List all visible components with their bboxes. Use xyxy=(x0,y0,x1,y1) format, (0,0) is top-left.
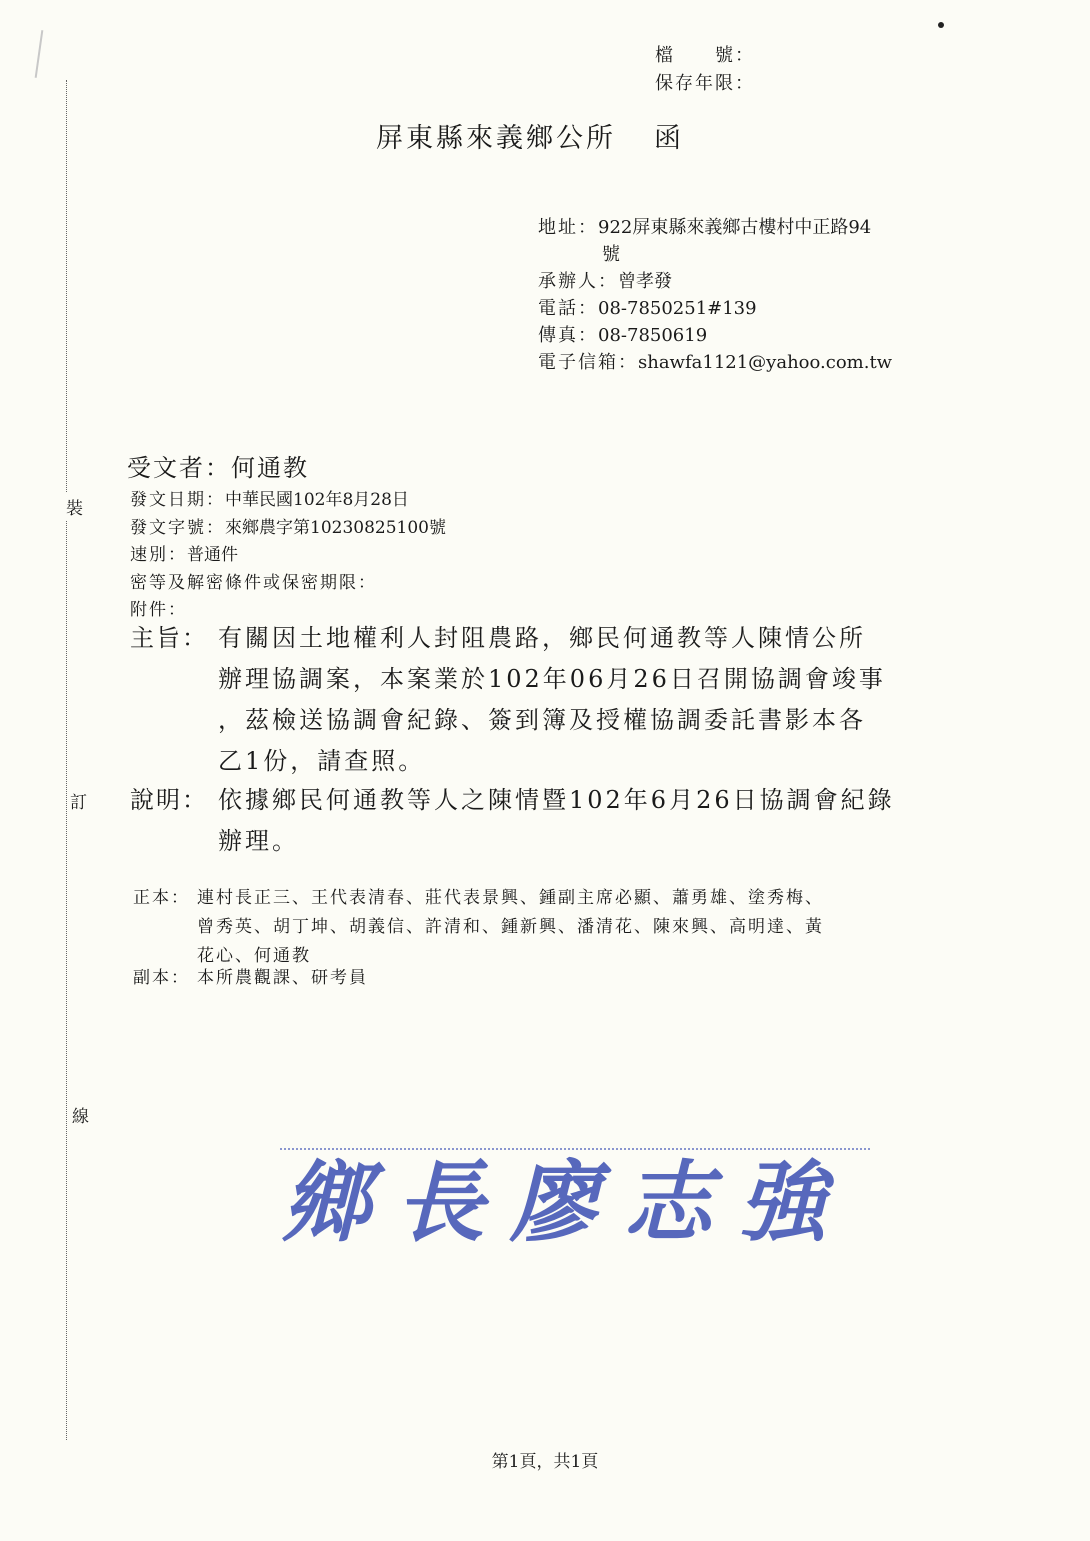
subject-line: 乙1份，請查照。 xyxy=(218,747,426,775)
binding-mark-zhuang: 裝 xyxy=(66,492,83,521)
address-line-2: 號 xyxy=(602,244,620,265)
original-copies-line: 連村長正三、王代表清春、莊代表景興、鍾副主席必顯、蕭勇雄、塗秀梅、 xyxy=(197,888,824,908)
subject-line: 有關因土地權利人封阻農路，鄉民何通教等人陳情公所 xyxy=(218,624,866,652)
original-copies-body xyxy=(197,884,957,971)
phone-label: 電話： xyxy=(538,298,598,319)
binding-line xyxy=(66,80,67,1440)
subject-line: ，茲檢送協調會紀錄、簽到簿及授權協調委託書影本各 xyxy=(218,706,866,734)
subject-label: 主旨： xyxy=(130,624,208,652)
recipient-name: 何通教 xyxy=(231,454,309,482)
address-label: 地址： xyxy=(538,217,598,238)
page-footer: 第1頁，共1頁 xyxy=(491,1452,599,1472)
document-title xyxy=(376,116,684,155)
subject-line: 辦理協調案，本案業於102年06月26日召開協調會竣事 xyxy=(218,665,886,693)
ink-dot-mark xyxy=(938,22,944,28)
speed-value: 普通件 xyxy=(187,545,238,565)
recipient-line xyxy=(127,448,309,483)
agency-name: 屏東縣來義鄉公所 xyxy=(376,123,616,154)
address-line-1: 922屏東縣來義鄉古樓村中正路94 xyxy=(598,217,872,238)
subject-body xyxy=(218,618,958,782)
fax-number: 08-7850619 xyxy=(598,325,708,346)
recipient-label: 受文者： xyxy=(127,454,231,482)
explanation-label: 說明： xyxy=(130,786,208,814)
contact-block xyxy=(538,214,892,376)
explanation-line: 辦理。 xyxy=(218,827,299,855)
explanation-body xyxy=(218,780,958,862)
attachment-label: 附件： xyxy=(130,600,187,620)
retention-period-label: 保存年限： xyxy=(655,73,755,94)
binding-mark-ding: 訂 xyxy=(70,786,87,815)
original-copies-label: 正本： xyxy=(133,888,190,908)
explanation-line: 依據鄉民何通教等人之陳情暨102年6月26日協調會紀錄 xyxy=(218,786,895,814)
dispatch-date-label: 發文日期： xyxy=(130,490,225,510)
carbon-copies-label: 副本： xyxy=(133,968,190,988)
file-number-label: 檔 號： xyxy=(655,45,755,66)
binding-mark-xian: 線 xyxy=(72,1100,89,1129)
fax-label: 傳真： xyxy=(538,325,598,346)
handler-label: 承辦人： xyxy=(538,271,618,292)
email-label: 電子信箱： xyxy=(538,352,638,373)
dispatch-number-label: 發文字號： xyxy=(130,517,225,538)
speed-label: 速別： xyxy=(130,545,187,565)
dispatch-number: 來鄉農字第10230825100號 xyxy=(225,517,446,538)
paper-crease-mark xyxy=(35,30,44,78)
dispatch-date: 中華民國102年8月28日 xyxy=(225,490,409,510)
carbon-copies-text: 本所農觀課、研考員 xyxy=(197,968,368,988)
mayor-seal-stamp: 鄉長廖志強 xyxy=(282,1150,853,1254)
file-info-block xyxy=(655,42,755,98)
carbon-copies-body xyxy=(197,964,957,993)
original-copies-line: 曾秀英、胡丁坤、胡義信、許清和、鍾新興、潘清花、陳來興、高明達、黃 xyxy=(197,917,824,937)
original-copies-line: 花心、何通教 xyxy=(197,946,311,966)
secrecy-label: 密等及解密條件或保密期限： xyxy=(130,572,377,593)
dispatch-meta-block xyxy=(130,487,446,625)
phone-number: 08-7850251#139 xyxy=(598,298,757,319)
handler-name: 曾孝發 xyxy=(618,271,672,292)
email-address: shawfa1121@yahoo.com.tw xyxy=(638,352,893,373)
document-type: 函 xyxy=(654,123,684,154)
